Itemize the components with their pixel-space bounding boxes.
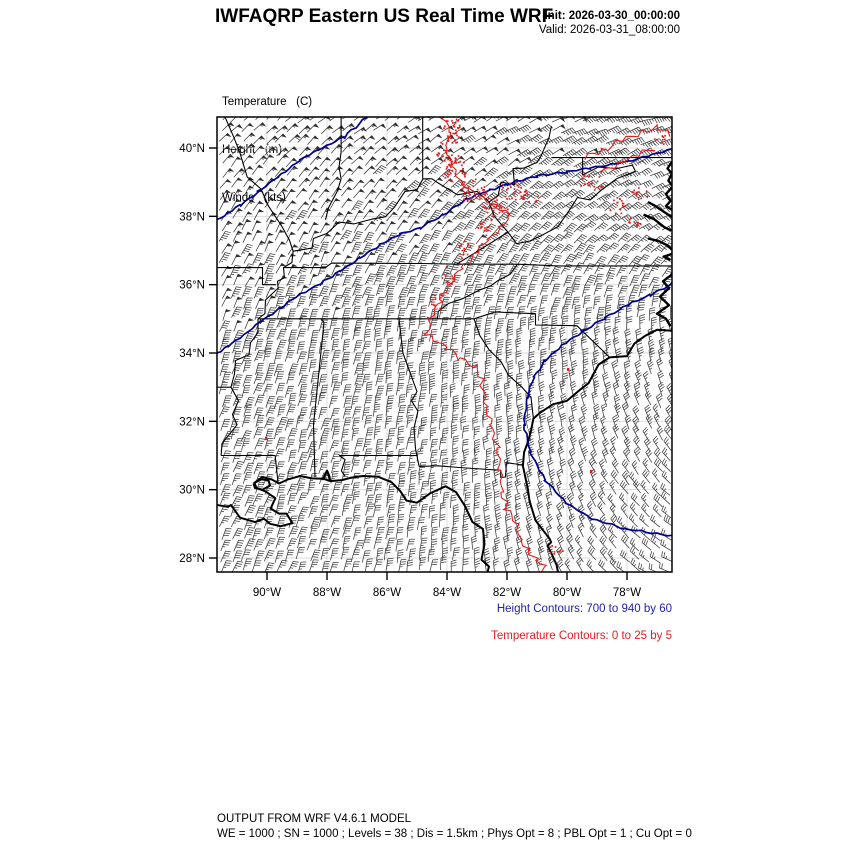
height-contour-caption: Height Contours: 700 to 940 by 60 [496, 603, 672, 615]
y-axis-tick-label: 40°N [179, 143, 205, 155]
state-border [399, 319, 419, 467]
x-axis-tick-label: 86°W [372, 587, 402, 599]
legend-temperature: Temperature (C) [222, 96, 313, 108]
x-axis-tick-label: 80°W [552, 587, 582, 599]
x-axis-tick-label: 88°W [312, 587, 342, 599]
footer-config-line: WE = 1000 ; SN = 1000 ; Levels = 38 ; Dis = 1.5km ; Phys Opt = 8 ; PBL Opt = 1 ; Cu Opt = 0 [217, 827, 692, 840]
y-axis-tick-label: 34°N [179, 348, 205, 361]
x-axis-tick-label: 84°W [432, 587, 462, 599]
wind-barb-staffs [219, 111, 688, 574]
y-axis-tick-label: 38°N [179, 211, 205, 224]
page-title: IWFAQRP Eastern US Real Time WRF [215, 6, 554, 27]
x-axis-tick-label: 90°W [252, 587, 282, 599]
legend-height: Height (m) [222, 144, 283, 156]
y-axis-tick-label: 36°N [179, 279, 205, 292]
wind-barbs-layer [219, 111, 688, 574]
model-footer [217, 812, 692, 841]
init-time: Init: 2026-03-30_00:00:00 [544, 10, 680, 22]
y-axis-tick-label: 32°N [179, 416, 205, 429]
footer-model-line: OUTPUT FROM WRF V4.6.1 MODEL [217, 813, 412, 825]
x-axis-tick-label: 82°W [492, 587, 522, 599]
legend-winds: Winds (kts) [222, 192, 286, 204]
y-axis-tick-label: 28°N [179, 553, 205, 566]
axes-layer [179, 143, 641, 599]
temperature-contour-caption: Temperature Contours: 0 to 25 by 5 [491, 630, 672, 642]
x-axis-tick-label: 78°W [612, 587, 642, 599]
valid-time: Valid: 2026-03-31_08:00:00 [538, 24, 680, 36]
y-axis-tick-label: 30°N [179, 484, 205, 497]
map-inner-layers [217, 111, 688, 574]
state-border [474, 319, 533, 419]
